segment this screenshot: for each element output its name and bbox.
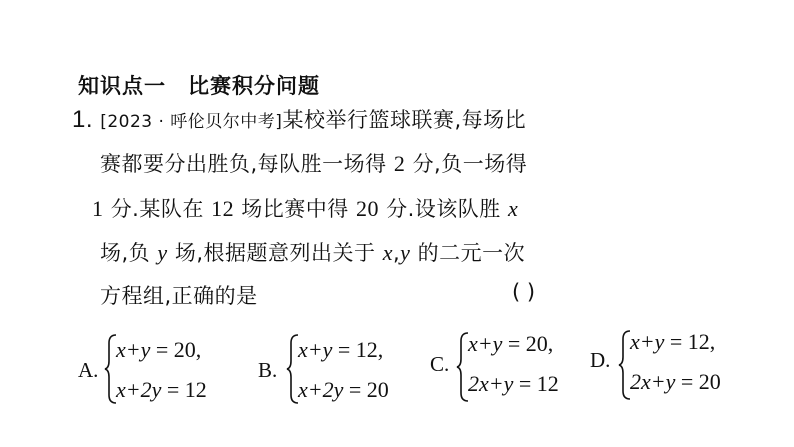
question-text: 场比赛中得 bbox=[241, 197, 349, 221]
question-line-4 bbox=[100, 237, 525, 267]
variable-y: y bbox=[157, 240, 168, 265]
question-number-value: 2 bbox=[393, 151, 406, 176]
question-text: 分.设该队胜 bbox=[386, 197, 501, 221]
question-line-2 bbox=[100, 148, 527, 178]
section-label: 知识点一 bbox=[78, 74, 166, 98]
equation-2: 2x+y = 12 bbox=[468, 371, 559, 396]
question-text: 的二元一次 bbox=[417, 241, 526, 265]
section-title bbox=[78, 70, 320, 100]
variable-x: x bbox=[382, 240, 393, 265]
equation-2: x+2y = 12 bbox=[116, 377, 207, 402]
question-number-value: 1 bbox=[92, 196, 104, 221]
question-line-5 bbox=[100, 280, 258, 310]
variable-y: y bbox=[400, 240, 411, 265]
question-line-3 bbox=[92, 193, 518, 223]
question-text: 场,根据题意列出关于 bbox=[174, 241, 376, 265]
question-number: 1. bbox=[72, 106, 94, 133]
question-text: 分.某队在 bbox=[110, 197, 204, 221]
question-text: 场,负 bbox=[100, 241, 151, 265]
section-topic: 比赛积分问题 bbox=[188, 74, 320, 98]
equation-2: x+2y = 20 bbox=[298, 377, 389, 402]
variable-x: x bbox=[508, 196, 519, 221]
equation-2: 2x+y = 20 bbox=[630, 369, 721, 394]
option-letter: B. bbox=[258, 358, 278, 382]
question-text: 赛都要分出胜负,每队胜一场得 bbox=[100, 152, 387, 176]
question-text: 方程组,正确的是 bbox=[100, 284, 258, 308]
question-text: 分,负一场得 bbox=[412, 152, 528, 176]
question-number-value: 12 bbox=[211, 196, 235, 221]
question-source: [2023 · 呼伦贝尔中考] bbox=[100, 112, 283, 132]
question-number-value: 20 bbox=[355, 196, 379, 221]
equation-1: x+y = 20, bbox=[116, 337, 202, 362]
question-line-1 bbox=[72, 104, 526, 134]
question-text: , bbox=[392, 241, 401, 265]
option-letter: A. bbox=[78, 358, 99, 382]
option-letter: C. bbox=[430, 352, 450, 376]
equation-1: x+y = 20, bbox=[468, 331, 554, 356]
equation-1: x+y = 12, bbox=[298, 337, 384, 362]
equation-1: x+y = 12, bbox=[630, 329, 716, 354]
option-letter: D. bbox=[590, 348, 611, 372]
question-text: 某校举行篮球联赛,每场比 bbox=[282, 108, 527, 132]
answer-blank[interactable]: ( ) bbox=[512, 280, 536, 304]
